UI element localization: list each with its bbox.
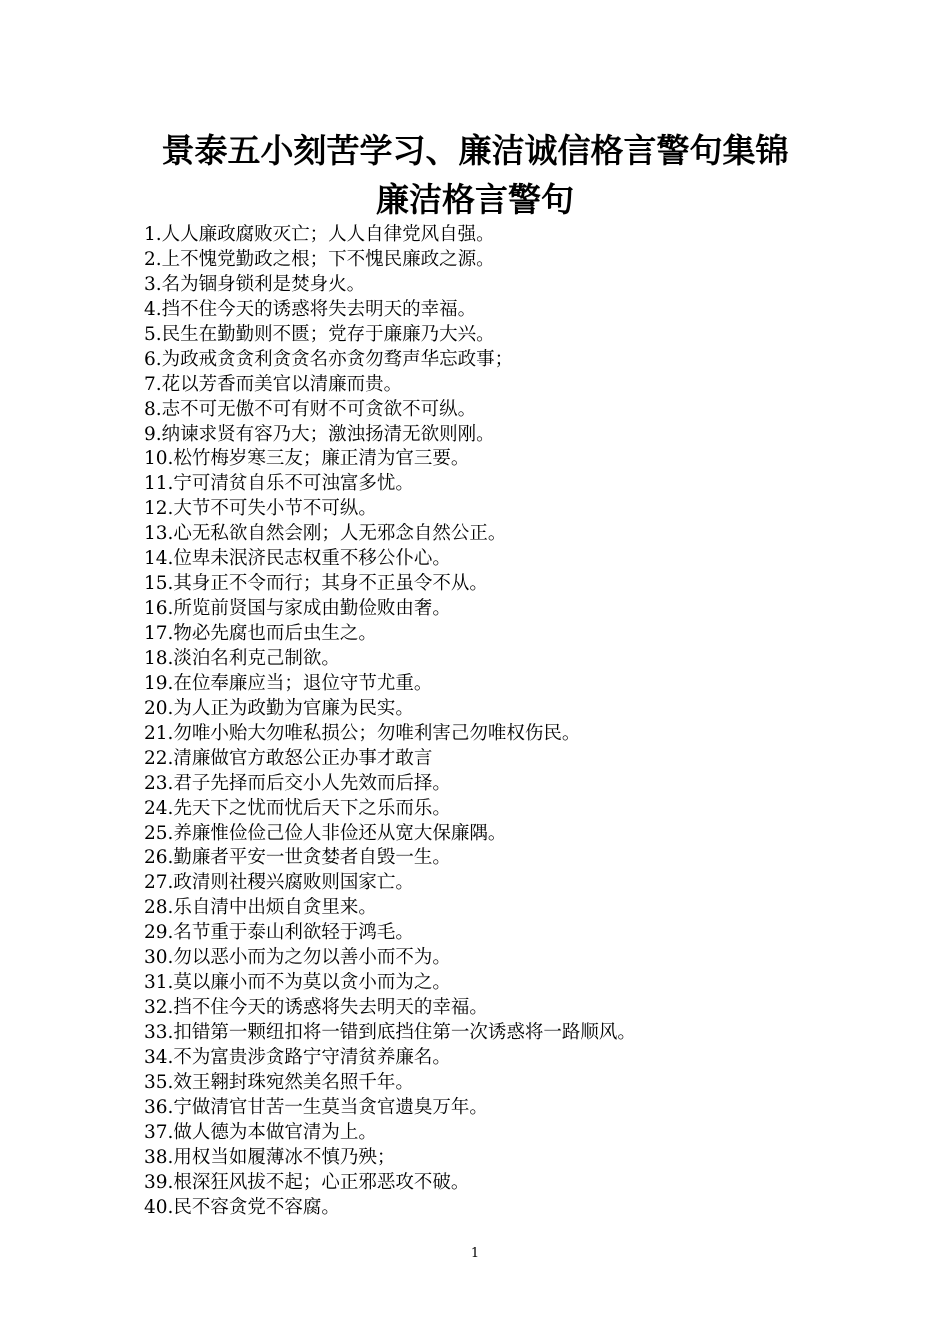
motto-item: 7.花以芳香而美官以清廉而贵。: [144, 373, 403, 395]
motto-item: 38.用权当如履薄冰不慎乃殃；: [144, 1146, 396, 1168]
motto-item: 10.松竹梅岁寒三友；廉正清为官三要。: [144, 448, 470, 470]
motto-item: 17.物必先腐也而后虫生之。: [144, 623, 377, 644]
motto-list: [144, 223, 884, 1221]
page-number: 1: [470, 1246, 480, 1261]
motto-item: 1.人人廉政腐败灭亡；人人自律党风自强。: [144, 224, 495, 245]
motto-item: 18.淡泊名利克己制欲。: [144, 647, 340, 669]
motto-item: 39.根深狂风拔不起；心正邪恶攻不破。: [144, 1171, 470, 1193]
motto-item: 35.效王翱封珠宛然美名照千年。: [144, 1071, 414, 1093]
motto-item: 23.君子先择而后交小人先效而后择。: [144, 772, 451, 794]
motto-item: 20.为人正为政勤为官廉为民实。: [144, 697, 414, 719]
motto-item: 13.心无私欲自然会刚；人无邪念自然公正。: [144, 523, 507, 545]
motto-item: 34.不为富贵涉贪路宁守清贫养廉名。: [144, 1046, 451, 1068]
motto-item: 28.乐自清中出烦自贪里来。: [144, 897, 377, 919]
motto-item: 5.民生在勤勤则不匮；党存于廉廉乃大兴。: [144, 323, 495, 345]
section-subtitle: 廉洁格言警句: [376, 180, 574, 219]
motto-item: 8.志不可无傲不可有财不可贪欲不可纵。: [144, 398, 477, 420]
motto-item: 3.名为锢身锁利是焚身火。: [144, 273, 366, 295]
motto-item: 9.纳谏求贤有容乃大；激浊扬清无欲则刚。: [144, 423, 495, 445]
motto-item: 36.宁做清官甘苦一生莫当贪官遗臭万年。: [144, 1096, 488, 1118]
motto-item: 19.在位奉廉应当；退位守节尤重。: [144, 672, 433, 694]
motto-item: 40.民不容贪党不容腐。: [144, 1196, 340, 1218]
motto-item: 16.所览前贤国与家成由勤俭败由奢。: [144, 598, 451, 620]
motto-item: 24.先天下之忧而忧后天下之乐而乐。: [144, 797, 451, 819]
motto-item: 14.位卑未泯济民志权重不移公仆心。: [144, 548, 451, 570]
motto-item: 21.勿唯小贻大勿唯私损公；勿唯利害己勿唯权伤民。: [144, 722, 581, 744]
motto-item: 26.勤廉者平安一世贪婪者自毁一生。: [144, 847, 451, 869]
motto-item: 15.其身正不令而行；其身不正虽令不从。: [144, 573, 488, 595]
motto-item: 25.养廉惟俭俭己俭人非俭还从宽大保廉隅。: [144, 822, 507, 844]
motto-item: 31.莫以廉小而不为莫以贪小而为之。: [144, 972, 451, 994]
motto-item: 4.挡不住今天的诱惑将失去明天的幸福。: [144, 298, 477, 320]
motto-item: 37.做人德为本做官清为上。: [144, 1121, 377, 1143]
motto-item: 29.名节重于泰山利欲轻于鸿毛。: [144, 922, 414, 944]
document-title: 景泰五小刻苦学习、廉洁诚信格言警句集锦: [161, 131, 789, 170]
motto-item: 12.大节不可失小节不可纵。: [144, 498, 377, 520]
motto-item: 6.为政戒贪贪利贪贪名亦贪勿骛声华忘政事；: [144, 348, 514, 370]
motto-item: 32.挡不住今天的诱惑将失去明天的幸福。: [144, 997, 488, 1019]
motto-item: 27.政清则社稷兴腐败则国家亡。: [144, 872, 414, 894]
motto-item: 22.清廉做官方敢怒公正办事才敢言: [144, 747, 433, 769]
motto-item: 30.勿以恶小而为之勿以善小而不为。: [144, 947, 451, 969]
motto-item: 2.上不愧党勤政之根；下不愧民廉政之源。: [144, 248, 495, 270]
motto-item: 11.宁可清贫自乐不可浊富多忧。: [144, 473, 414, 495]
motto-item: 33.扣错第一颗纽扣将一错到底挡住第一次诱惑将一路顺风。: [144, 1022, 636, 1043]
